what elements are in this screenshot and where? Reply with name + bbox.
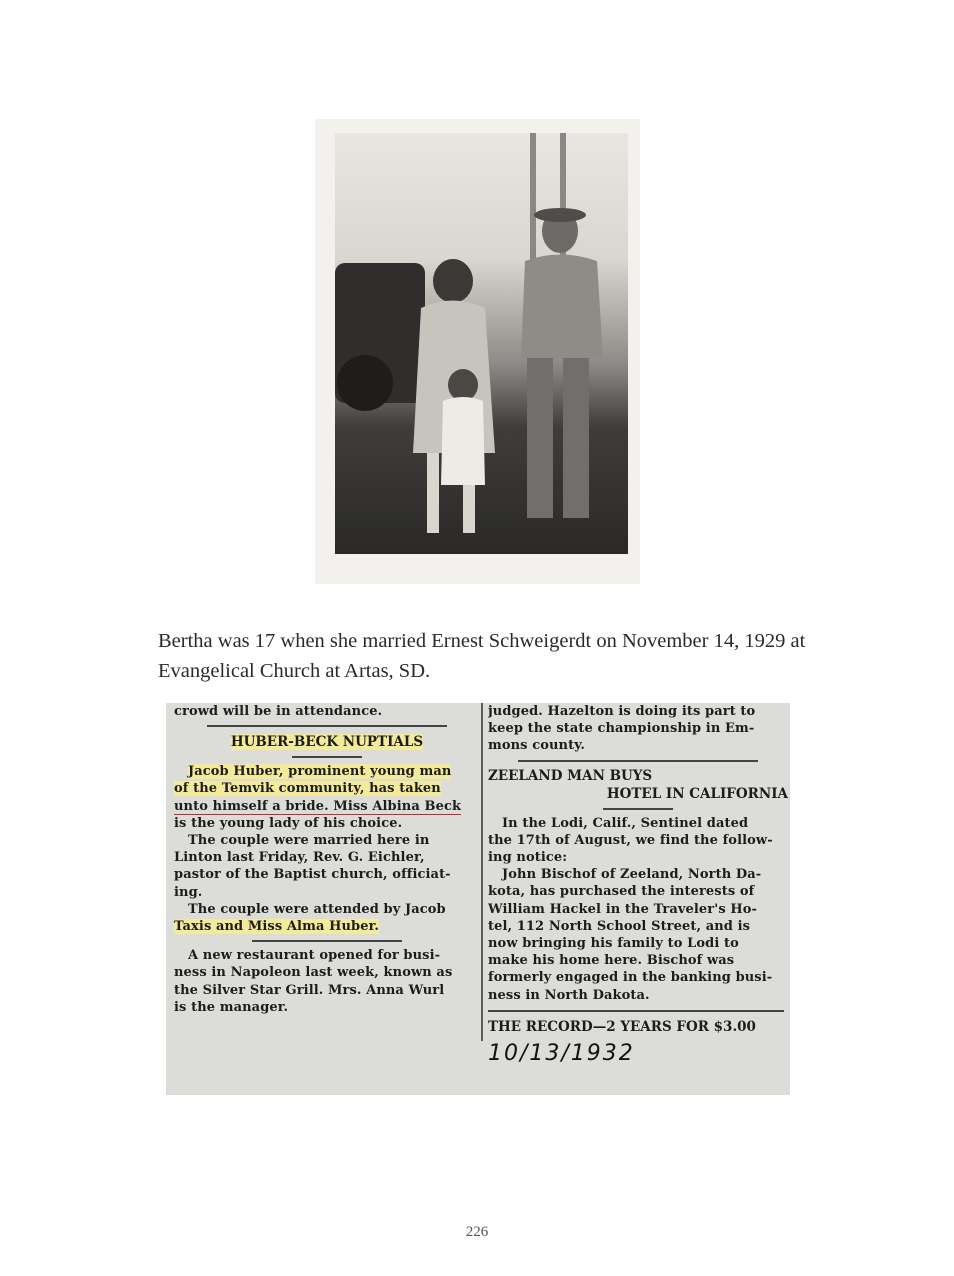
clipping-left-column xyxy=(174,703,480,1016)
handwritten-date: 10/13/1932 xyxy=(488,1041,635,1066)
article-line: is the manager. xyxy=(174,999,289,1015)
article-line: ing notice: xyxy=(488,850,568,866)
article-line: In the Lodi, Calif., Sentinel dated xyxy=(502,815,749,831)
article-line: William Hackel in the Traveler's Ho- xyxy=(488,901,758,917)
article-line: ness in North Dakota. xyxy=(488,987,650,1003)
article-line: is the young lady of his choice. xyxy=(174,815,403,831)
article-line: judged. Hazelton is doing its part to xyxy=(488,704,756,719)
article-line: keep the state championship in Em- xyxy=(488,721,755,737)
newspaper-clipping xyxy=(166,703,790,1095)
headline-zeeland-2: HOTEL IN CALIFORNIA xyxy=(606,785,788,802)
article-line: formerly engaged in the banking busi- xyxy=(488,970,773,986)
article-line: the 17th of August, we find the follow- xyxy=(488,832,773,848)
article-line: ing. xyxy=(174,884,203,900)
article-line: The couple were married here in xyxy=(188,833,430,849)
article-line: Taxis and Miss Alma Huber. xyxy=(174,919,379,935)
record-footer: THE RECORD—2 YEARS FOR $3.00 xyxy=(488,1018,756,1035)
article-line: The couple were attended by Jacob xyxy=(188,901,446,917)
photo-figures-icon xyxy=(335,133,628,554)
divider-rule xyxy=(518,760,758,762)
article-line: of the Temvik community, has taken xyxy=(174,781,441,797)
divider-rule xyxy=(252,940,402,942)
article-line: kota, has purchased the interests of xyxy=(488,884,755,900)
photo-caption: Bertha was 17 when she married Ernest Schweigerdt on November 14, 1929 at Evangelical Church at Artas, SD. xyxy=(158,630,806,682)
headline-zeeland-1: ZEELAND MAN BUYS xyxy=(488,767,653,784)
article-line: Jacob Huber, prominent young man xyxy=(188,764,452,780)
article-line: pastor of the Baptist church, officiat- xyxy=(174,867,451,883)
left-top-line: crowd will be in attendance. xyxy=(174,704,383,719)
column-divider xyxy=(481,703,483,1041)
article-line: unto himself a bride. Miss Albina Beck xyxy=(174,798,462,814)
headline-huber-beck: HUBER-BECK NUPTIALS xyxy=(230,734,424,751)
article-line: the Silver Star Grill. Mrs. Anna Wurl xyxy=(174,982,445,998)
article-line: Linton last Friday, Rev. G. Eichler, xyxy=(174,850,425,866)
article-line: A new restaurant opened for busi- xyxy=(188,948,441,964)
article-line: mons county. xyxy=(488,738,586,754)
divider-rule xyxy=(207,725,447,727)
family-photo xyxy=(315,119,640,584)
article-line: tel, 112 North School Street, and is xyxy=(488,918,751,934)
family-photo-image xyxy=(335,133,628,554)
divider-rule xyxy=(488,1010,784,1012)
article-line: now bringing his family to Lodi to xyxy=(488,936,739,952)
article-line: John Bischof of Zeeland, North Da- xyxy=(502,867,762,883)
article-line: make his home here. Bischof was xyxy=(488,953,735,969)
article-line: ness in Napoleon last week, known as xyxy=(174,965,453,981)
clipping-right-column xyxy=(488,703,788,1036)
divider-rule xyxy=(292,756,362,758)
page-number: 226 xyxy=(465,1224,489,1240)
divider-rule xyxy=(603,808,673,810)
